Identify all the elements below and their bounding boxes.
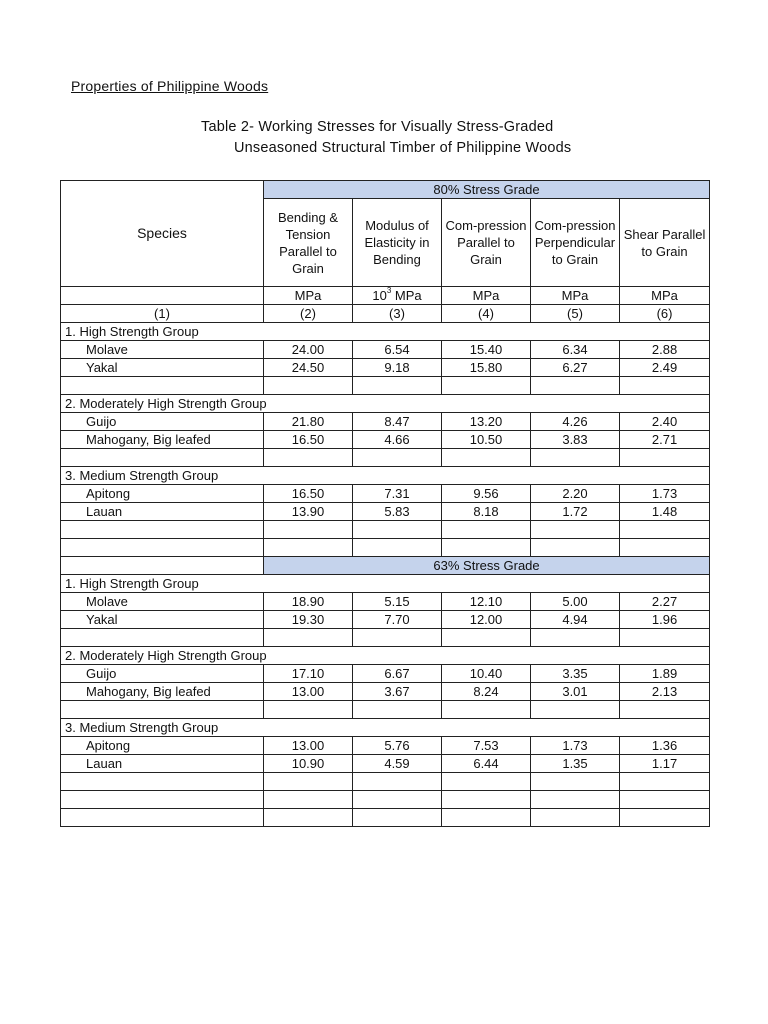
stress-value: 4.59 [353, 755, 442, 773]
blank-cell [531, 377, 620, 395]
species-name: Guijo [61, 413, 264, 431]
blank-cell [442, 629, 531, 647]
blank-cell [264, 809, 353, 827]
stress-value: 9.18 [353, 359, 442, 377]
stress-value: 1.35 [531, 755, 620, 773]
blank-cell [61, 377, 264, 395]
blank-cell [620, 449, 710, 467]
blank-cell [61, 629, 264, 647]
blank-cell [264, 629, 353, 647]
column-header-bending: Bending & Tension Parallel to Grain [264, 199, 353, 287]
stress-value: 5.83 [353, 503, 442, 521]
column-number: (2) [264, 305, 353, 323]
species-name: Mahogany, Big leafed [61, 683, 264, 701]
column-header-compression-perpendicular: Com-pression Perpendicular to Grain [531, 199, 620, 287]
stress-value: 6.67 [353, 665, 442, 683]
stress-value: 24.50 [264, 359, 353, 377]
unit-c6: MPa [620, 287, 710, 305]
blank-cell [264, 701, 353, 719]
stress-value: 6.27 [531, 359, 620, 377]
species-name: Apitong [61, 485, 264, 503]
stress-value: 10.40 [442, 665, 531, 683]
species-header: Species [61, 181, 264, 287]
stress-value: 1.89 [620, 665, 710, 683]
working-stresses-table [60, 180, 710, 827]
stress-value: 5.00 [531, 593, 620, 611]
stress-value: 13.20 [442, 413, 531, 431]
stress-value: 1.73 [531, 737, 620, 755]
species-name: Mahogany, Big leafed [61, 431, 264, 449]
group-heading: 2. Moderately High Strength Group [61, 647, 710, 665]
stress-value: 2.49 [620, 359, 710, 377]
column-number: (3) [353, 305, 442, 323]
stress-value: 9.56 [442, 485, 531, 503]
stress-value: 24.00 [264, 341, 353, 359]
stress-value: 8.47 [353, 413, 442, 431]
blank-cell [353, 773, 442, 791]
blank-cell [442, 701, 531, 719]
stress-value: 2.88 [620, 341, 710, 359]
blank-cell [620, 809, 710, 827]
blank-cell [61, 521, 264, 539]
stress-value: 1.48 [620, 503, 710, 521]
blank-cell [442, 773, 531, 791]
blank-cell [620, 791, 710, 809]
stress-value: 5.76 [353, 737, 442, 755]
species-name: Yakal [61, 359, 264, 377]
stress-value: 15.80 [442, 359, 531, 377]
blank-cell [61, 809, 264, 827]
blank-cell [264, 521, 353, 539]
blank-cell [353, 521, 442, 539]
blank-cell [620, 539, 710, 557]
stress-value: 7.53 [442, 737, 531, 755]
stress-value: 6.54 [353, 341, 442, 359]
stress-value: 2.13 [620, 683, 710, 701]
group-heading: 3. Medium Strength Group [61, 467, 710, 485]
species-name: Molave [61, 341, 264, 359]
stress-value: 2.40 [620, 413, 710, 431]
blank-cell [531, 791, 620, 809]
stress-value: 8.18 [442, 503, 531, 521]
stress-value: 16.50 [264, 431, 353, 449]
species-name: Yakal [61, 611, 264, 629]
blank-cell [61, 701, 264, 719]
unit-c3: $10^3$ MPa [353, 287, 442, 305]
stress-value: 1.36 [620, 737, 710, 755]
column-header-modulus: Modulus of Elasticity in Bending [353, 199, 442, 287]
unit-c4: MPa [442, 287, 531, 305]
blank-cell [353, 539, 442, 557]
blank-cell [353, 809, 442, 827]
blank-cell [531, 449, 620, 467]
blank-cell [620, 629, 710, 647]
stress-value: 17.10 [264, 665, 353, 683]
blank-cell [264, 449, 353, 467]
stress-value: 18.90 [264, 593, 353, 611]
blank-cell [442, 791, 531, 809]
blank-cell [531, 521, 620, 539]
blank-cell [353, 629, 442, 647]
blank-cell [531, 629, 620, 647]
stress-value: 1.17 [620, 755, 710, 773]
species-name: Apitong [61, 737, 264, 755]
blank-cell [620, 773, 710, 791]
blank-cell [531, 701, 620, 719]
stress-value: 8.24 [442, 683, 531, 701]
column-number: (1) [61, 305, 264, 323]
blank-cell [442, 449, 531, 467]
blank-cell [264, 539, 353, 557]
column-number: (6) [620, 305, 710, 323]
group-heading: 1. High Strength Group [61, 323, 710, 341]
stress-value: 3.67 [353, 683, 442, 701]
stress-value: 3.83 [531, 431, 620, 449]
stress-value: 3.35 [531, 665, 620, 683]
page-heading: Properties of Philippine Woods [71, 78, 269, 94]
blank-cell [61, 773, 264, 791]
stress-value: 7.31 [353, 485, 442, 503]
stress-value: 2.71 [620, 431, 710, 449]
band-blank [61, 557, 264, 575]
stress-value: 1.96 [620, 611, 710, 629]
stress-value: 2.27 [620, 593, 710, 611]
stress-value: 12.00 [442, 611, 531, 629]
group-heading: 1. High Strength Group [61, 575, 710, 593]
species-name: Lauan [61, 503, 264, 521]
blank-cell [620, 701, 710, 719]
unit-c2: MPa [264, 287, 353, 305]
blank-cell [61, 539, 264, 557]
stress-value: 13.90 [264, 503, 353, 521]
blank-cell [353, 449, 442, 467]
stress-value: 6.34 [531, 341, 620, 359]
blank-cell [442, 539, 531, 557]
blank-cell [620, 377, 710, 395]
column-header-shear: Shear Parallel to Grain [620, 199, 710, 287]
blank-cell [442, 809, 531, 827]
blank-cell [442, 377, 531, 395]
species-name: Guijo [61, 665, 264, 683]
blank-cell [264, 377, 353, 395]
stress-value: 10.50 [442, 431, 531, 449]
stress-value: 19.30 [264, 611, 353, 629]
blank-cell [353, 377, 442, 395]
stress-value: 15.40 [442, 341, 531, 359]
unit-c5: MPa [531, 287, 620, 305]
column-number: (4) [442, 305, 531, 323]
stress-value: 2.20 [531, 485, 620, 503]
stress-value: 7.70 [353, 611, 442, 629]
column-number: (5) [531, 305, 620, 323]
stress-value: 4.66 [353, 431, 442, 449]
blank-cell [353, 701, 442, 719]
stress-value: 12.10 [442, 593, 531, 611]
stress-value: 21.80 [264, 413, 353, 431]
group-heading: 3. Medium Strength Group [61, 719, 710, 737]
blank-cell [620, 521, 710, 539]
stress-value: 16.50 [264, 485, 353, 503]
blank-cell [264, 773, 353, 791]
column-header-compression-parallel: Com-pression Parallel to Grain [442, 199, 531, 287]
units-blank [61, 287, 264, 305]
table-title-line-2: Unseasoned Structural Timber of Philippine Woods [234, 140, 572, 156]
blank-cell [61, 791, 264, 809]
grade-band-80: 80% Stress Grade [264, 181, 710, 199]
table-title-line-1: Table 2- Working Stresses for Visually Stress-Graded [201, 119, 554, 135]
group-heading: 2. Moderately High Strength Group [61, 395, 710, 413]
stress-value: 13.00 [264, 683, 353, 701]
blank-cell [531, 539, 620, 557]
blank-cell [61, 449, 264, 467]
stress-value: 3.01 [531, 683, 620, 701]
blank-cell [531, 809, 620, 827]
blank-cell [442, 521, 531, 539]
blank-cell [531, 773, 620, 791]
stress-value: 1.72 [531, 503, 620, 521]
stress-value: 6.44 [442, 755, 531, 773]
stress-value: 13.00 [264, 737, 353, 755]
stress-value: 4.94 [531, 611, 620, 629]
stress-value: 5.15 [353, 593, 442, 611]
species-name: Molave [61, 593, 264, 611]
grade-band-63: 63% Stress Grade [264, 557, 710, 575]
species-name: Lauan [61, 755, 264, 773]
stress-value: 1.73 [620, 485, 710, 503]
blank-cell [264, 791, 353, 809]
stress-value: 10.90 [264, 755, 353, 773]
blank-cell [353, 791, 442, 809]
stress-value: 4.26 [531, 413, 620, 431]
